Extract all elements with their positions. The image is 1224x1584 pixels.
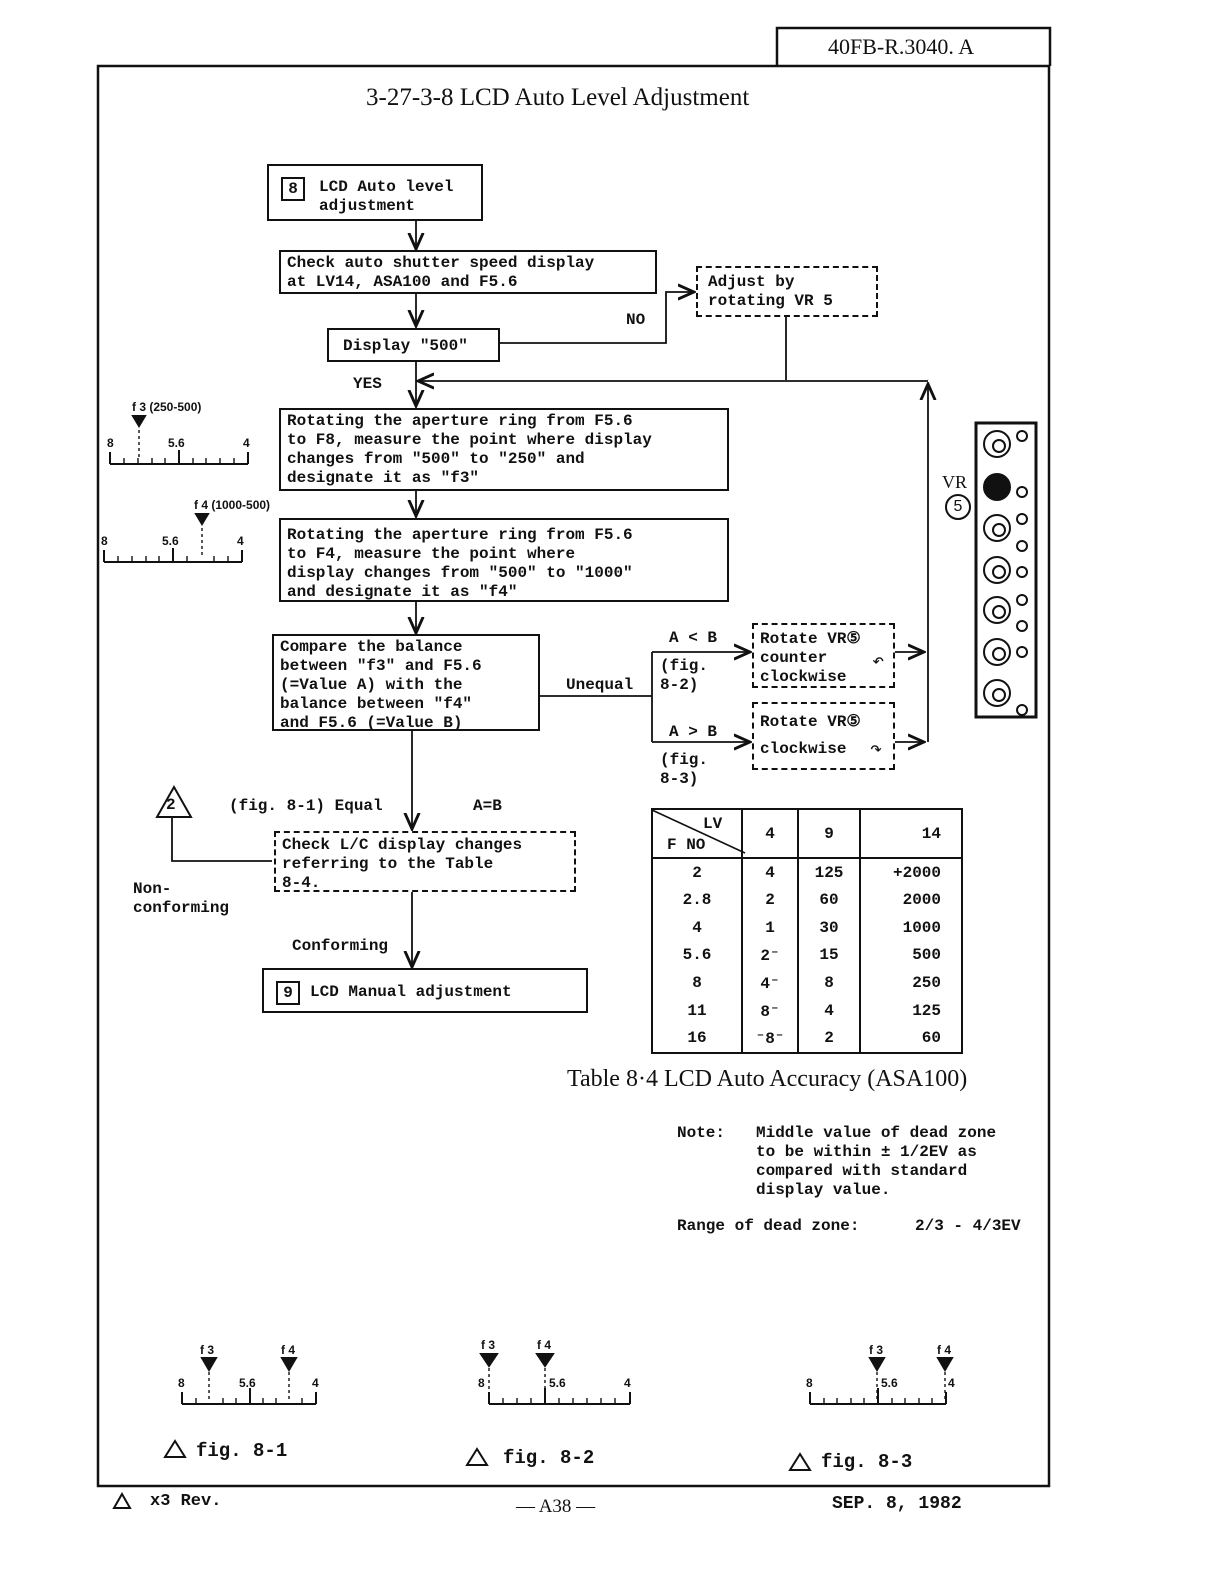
- potentiometer: [983, 556, 1011, 584]
- table-cell: 16: [687, 1029, 707, 1048]
- fno-header: F NO: [667, 836, 706, 854]
- table-cell: ⁻8⁻: [742, 1024, 798, 1053]
- table-cell: 1: [742, 914, 798, 942]
- fig3-f4-label: f 4: [937, 1343, 952, 1357]
- table-cell: 8: [798, 969, 860, 997]
- table-cell: 4: [742, 858, 798, 887]
- dead-zone-label: Range of dead zone:: [677, 1217, 860, 1235]
- step-9-box: [262, 968, 588, 1013]
- test-point: [1016, 646, 1028, 658]
- measure-f3-box: [279, 408, 729, 491]
- table-cell: 500: [860, 942, 962, 970]
- yes-label: YES: [353, 375, 382, 393]
- nonconforming-label: Non- conforming: [133, 880, 230, 917]
- unequal-label: Unequal: [566, 676, 634, 694]
- test-point: [1016, 430, 1028, 442]
- fig3-tick-4: 4: [948, 1376, 955, 1390]
- table-row: [652, 1024, 962, 1053]
- table-cell: 60: [798, 887, 860, 915]
- test-point: [1016, 620, 1028, 632]
- rotate-ccw-text: Rotate VR⑤ counter clockwise: [760, 630, 861, 686]
- revision-note: x3 Rev.: [150, 1492, 222, 1511]
- rotate-cw-text-2: clockwise: [760, 740, 847, 758]
- a-equals-b-label: A=B: [473, 797, 502, 815]
- scale-tick-5-6: 5.6: [168, 436, 185, 450]
- table-row: [652, 969, 962, 997]
- table-cell: 11: [687, 1001, 707, 1020]
- measure-f4-box: [279, 518, 729, 602]
- fig1-tick-8: 8: [178, 1376, 185, 1390]
- step-number: 9: [276, 981, 300, 1005]
- conforming-label: Conforming: [292, 937, 389, 955]
- note-label: Note:: [677, 1124, 726, 1142]
- test-point: [1016, 486, 1028, 498]
- table-cell: 2: [692, 863, 702, 882]
- table-cell: 8: [692, 974, 702, 993]
- table-cell: 125: [798, 858, 860, 887]
- figure-8-1-caption: fig. 8-1: [196, 1440, 288, 1462]
- a-less-b-label: A < B: [669, 629, 718, 647]
- table-cell: 5.6: [682, 946, 712, 965]
- table-cell: 4: [692, 918, 702, 937]
- scale-tick-8: 8: [101, 534, 108, 548]
- step-8-box: [267, 164, 483, 221]
- table-row: [652, 942, 962, 970]
- dead-zone-value: 2/3 - 4/3EV: [915, 1217, 1021, 1235]
- f4-scale-label: f 4 (1000-500): [194, 498, 271, 512]
- lv-column-header: 9: [798, 809, 860, 858]
- potentiometer: [983, 514, 1011, 542]
- fig1-tick-5-6: 5.6: [239, 1376, 256, 1390]
- compare-text: Compare the balance between "f3" and F5.6 (=Value A) with the balance between "f4" and F5.6 (=Value B): [280, 638, 482, 732]
- table-cell: 2⁻: [742, 942, 798, 970]
- scale-tick-4: 4: [237, 534, 244, 548]
- document-code: 40FB-R.3040. A: [828, 34, 975, 59]
- test-point: [1016, 704, 1028, 716]
- fig1-f4-label: f 4: [281, 1343, 296, 1357]
- table-cell: 15: [798, 942, 860, 970]
- fig2-tick-8: 8: [478, 1376, 485, 1390]
- fig3-tick-8: 8: [806, 1376, 813, 1390]
- cw-rotation-icon: ↷: [870, 739, 883, 762]
- ccw-rotation-icon: ↶: [872, 651, 885, 674]
- table-cell: 4⁻: [742, 969, 798, 997]
- fig2-f4-label: f 4: [537, 1338, 552, 1352]
- adjust-vr5-box: [696, 266, 878, 317]
- lv-column-header: 14: [860, 809, 962, 858]
- test-point: [1016, 594, 1028, 606]
- accuracy-table: [651, 808, 963, 1054]
- fig1-f3-label: f 3: [200, 1343, 215, 1357]
- lv-header: LV: [703, 815, 723, 833]
- fig-8-2-reference: (fig. 8-2): [660, 657, 709, 694]
- scale-tick-8: 8: [107, 436, 114, 450]
- table-cell: 30: [798, 914, 860, 942]
- check-lc-box: [274, 831, 576, 892]
- page-title: 3-27-3-8 LCD Auto Level Adjustment: [366, 84, 750, 111]
- table-cell: 250: [860, 969, 962, 997]
- scale-tick-4: 4: [243, 436, 250, 450]
- display-500-box: [327, 328, 500, 362]
- adjust-vr5-text: Adjust by rotating VR 5: [708, 273, 833, 310]
- rotate-cw-text-1: Rotate VR⑤: [760, 713, 861, 731]
- check-lc-text: Check L/C display changes referring to the Table 8-4.: [282, 836, 523, 892]
- table-cell: 60: [860, 1024, 962, 1053]
- fig2-tick-5-6: 5.6: [549, 1376, 566, 1390]
- figure-8-3-caption: fig. 8-3: [821, 1451, 913, 1473]
- fig3-f3-label: f 3: [869, 1343, 884, 1357]
- fig-8-3-reference: (fig. 8-3): [660, 751, 709, 788]
- table-cell: 2: [742, 887, 798, 915]
- table-cell: 125: [860, 997, 962, 1025]
- equal-label: (fig. 8-1) Equal: [229, 797, 383, 815]
- display-500-text: Display "500": [343, 337, 468, 355]
- scale-tick-5-6: 5.6: [162, 534, 179, 548]
- rotate-cw-box: [752, 702, 895, 770]
- table-row: [652, 997, 962, 1025]
- lv-column-header: 4: [742, 809, 798, 858]
- test-point: [1016, 566, 1028, 578]
- potentiometer: [983, 430, 1011, 458]
- figure-8-2-caption: fig. 8-2: [503, 1447, 595, 1469]
- potentiometer-vr5: [983, 473, 1011, 501]
- table-corner-cell: [652, 809, 742, 858]
- step-number: 8: [281, 177, 305, 201]
- check-display-text: Check auto shutter speed display at LV14, ASA100 and F5.6: [287, 254, 595, 291]
- table-row: [652, 914, 962, 942]
- potentiometer: [983, 638, 1011, 666]
- table-row: [652, 858, 962, 887]
- step-8-text: LCD Auto level adjustment: [319, 178, 454, 215]
- a-greater-b-label: A > B: [669, 723, 718, 741]
- rotate-ccw-box: [752, 623, 895, 688]
- test-point: [1016, 540, 1028, 552]
- measure-f3-text: Rotating the aperture ring from F5.6 to F8, measure the point where display changes from "500" to "250" and designate it as "f3": [287, 412, 652, 487]
- table-cell: +2000: [860, 858, 962, 887]
- check-display-box: [279, 250, 657, 294]
- table-cell: 2.8: [682, 891, 712, 910]
- potentiometer: [983, 679, 1011, 707]
- table-cell: 2: [798, 1024, 860, 1053]
- step-9-text: LCD Manual adjustment: [310, 983, 512, 1001]
- page-number: — A38 —: [516, 1496, 596, 1517]
- vr-number: 5: [945, 494, 971, 520]
- footer-date: SEP. 8, 1982: [832, 1494, 962, 1514]
- fig1-tick-4: 4: [312, 1376, 319, 1390]
- table-cell: 8⁻: [742, 997, 798, 1025]
- table-cell: 2000: [860, 887, 962, 915]
- fig3-tick-5-6: 5.6: [881, 1376, 898, 1390]
- potentiometer: [983, 596, 1011, 624]
- fig2-tick-4: 4: [624, 1376, 631, 1390]
- measure-f4-text: Rotating the aperture ring from F5.6 to F4, measure the point where display changes from "500" to "1000" and designate it as "f4": [287, 526, 633, 601]
- fig2-f3-label: f 3: [481, 1338, 496, 1352]
- vr-label: VR: [942, 472, 968, 492]
- note-text: Middle value of dead zone to be within ± 1/2EV as compared with standard display value.: [756, 1124, 997, 1199]
- test-point: [1016, 513, 1028, 525]
- table-cell: 4: [798, 997, 860, 1025]
- no-label: NO: [626, 311, 646, 329]
- compare-box: [272, 634, 540, 731]
- table-row: [652, 887, 962, 915]
- table-cell: 1000: [860, 914, 962, 942]
- f3-scale-label: f 3 (250-500): [132, 400, 202, 414]
- warning-number: 2: [166, 796, 176, 814]
- table-caption: Table 8·4 LCD Auto Accuracy (ASA100): [567, 1066, 968, 1092]
